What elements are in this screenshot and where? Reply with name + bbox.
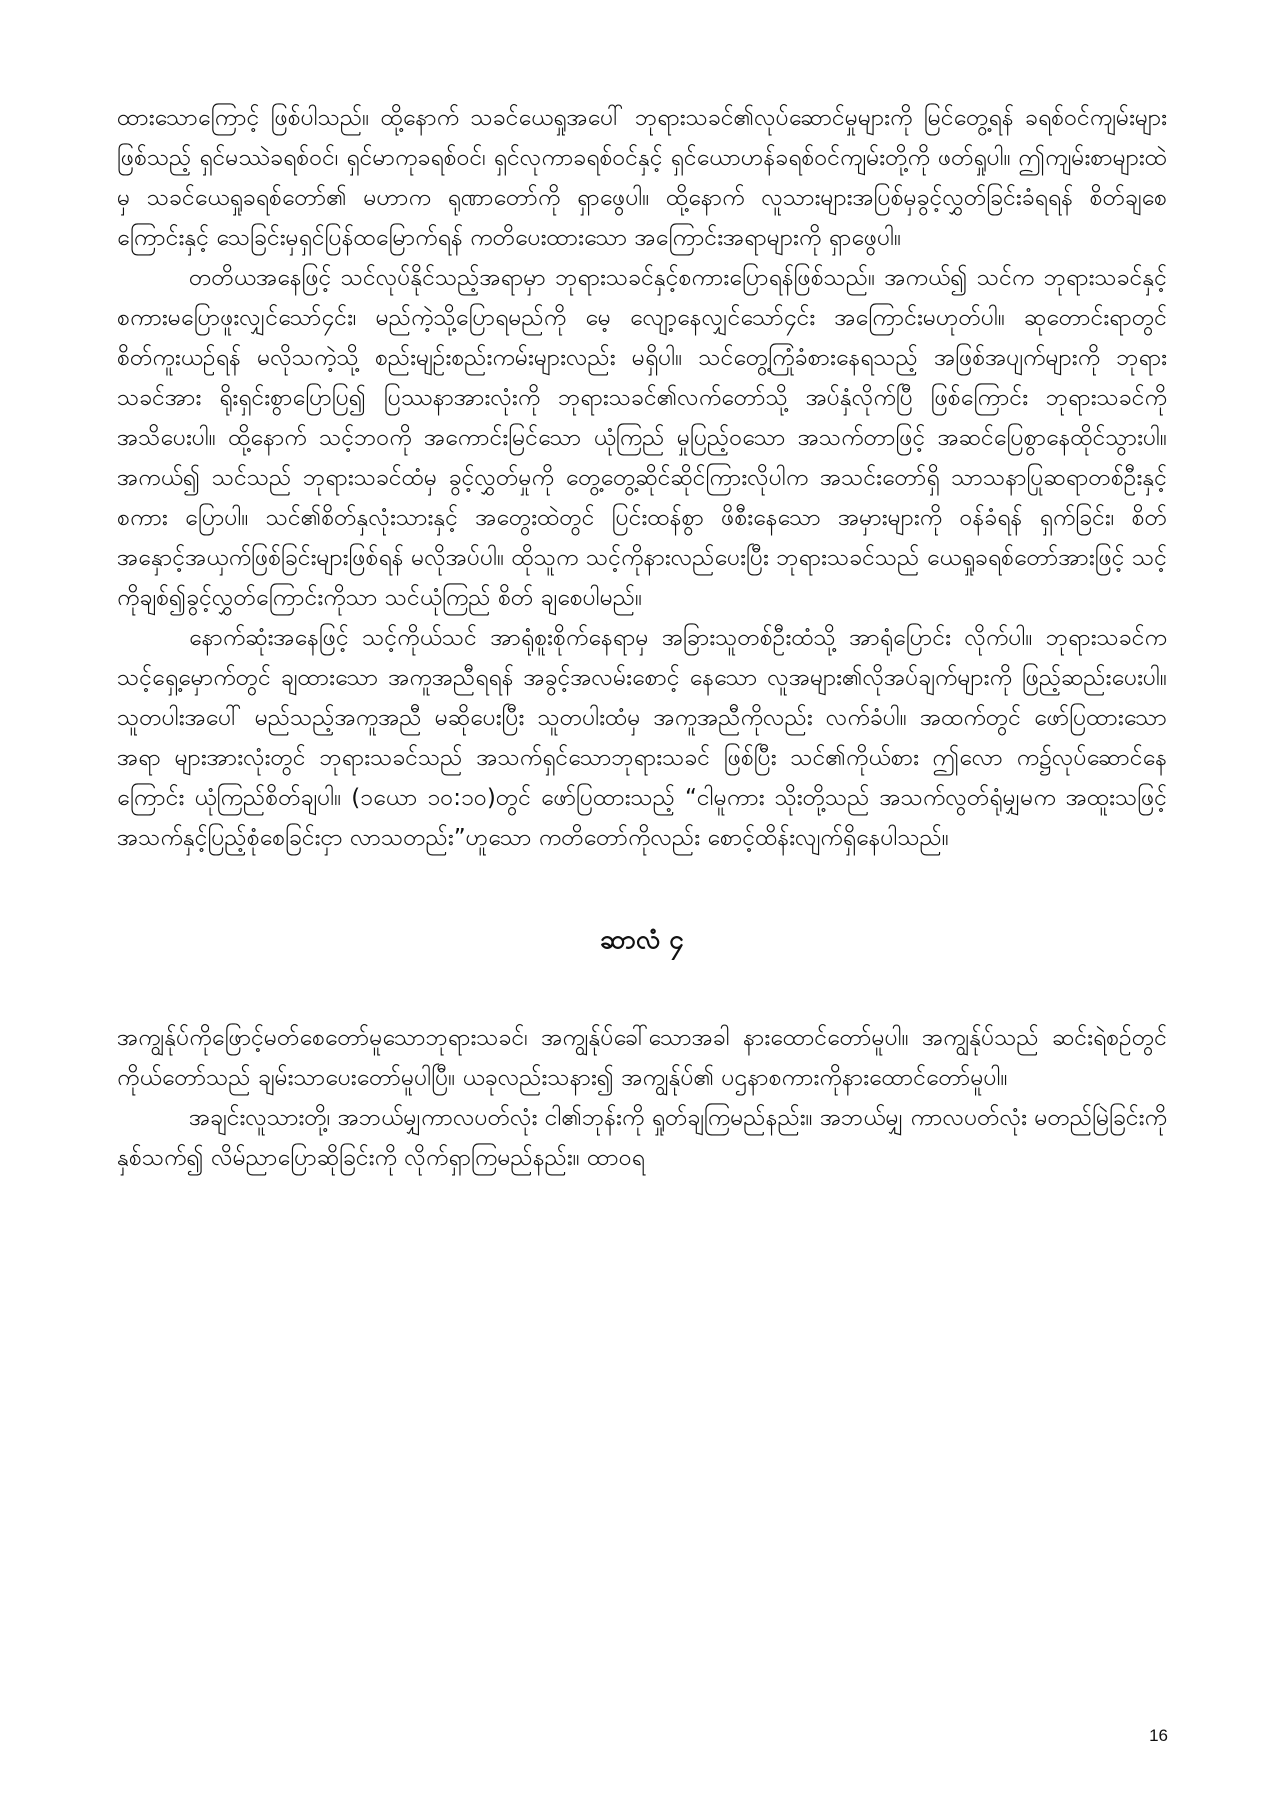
paragraph-prayer: တတိယအနေဖြင့် သင်လုပ်နိုင်သည့်အရာမှာ ဘုရားသခင်နှင့်စကားပြောရန်ဖြစ်သည်။ အကယ်၍ သင်က ဘုရားသခင်နှင့်စကားမပြောဖူးလျှင်သော်၄င်း၊ မည်ကဲ့သို့ပြောရမည်ကို မေ့ လျော့နေလျှင်သော်၄င်း အကြောင်းမဟုတ်ပါ။ ဆုတောင်းရာတွင် စိတ်ကူးယဉ်ရန် မလိုသကဲ့သို့ စည်းမျဉ်းစည်းကမ်းများလည်း မရှိပါ။ သင်တွေ့ကြုံခံစားနေရသည့် အဖြစ်အပျက်များကို ဘုရား သခင်အား ရိုးရှင်းစွာပြောပြ၍ ပြဿနာအားလုံးကို ဘုရားသခင်၏လက်တော်သို့ အပ်နှံလိုက်ပြီ ဖြစ်ကြောင်း ဘုရားသခင်ကို အသိပေးပါ။ ထို့နောက် သင့်ဘဝကို အကောင်းမြင်သော ယုံကြည် မှုပြည့်ဝသော အသက်တာဖြင့် အဆင်ပြေစွာနေထိုင်သွားပါ။ အကယ်၍ သင်သည် ဘုရားသခင်ထံမှ ခွင့်လွှတ်မှုကို တွေ့တွေ့ဆိုင်ဆိုင်ကြားလိုပါက အသင်းတော်ရှိ သာသနာပြုဆရာတစ်ဦးနှင့် စကား ပြောပါ။ သင်၏စိတ်နှလုံးသားနှင့် အတွေးထဲတွင် ပြင်းထန်စွာ ဖိစီးနေသော အမှားများကို ဝန်ခံရန် ရှက်ခြင်း၊ စိတ်အနှောင့်အယှက်ဖြစ်ခြင်းများဖြစ်ရန် မလိုအပ်ပါ။ ထိုသူက သင့်ကိုနားလည်ပေးပြီး ဘုရားသခင်သည် ယေရှုခရစ်တော်အားဖြင့် သင့်ကိုချစ်၍ခွင့်လွှတ်ကြောင်းကိုသာ သင်ယုံကြည် စိတ် ချစေပါမည်။	[117, 265, 1167, 611]
paragraph-gospel-reading: ထားသောကြောင့် ဖြစ်ပါသည်။ ထို့နောက် သခင်ယေရှုအပေါ် ဘုရားသခင်၏လုပ်ဆောင်မှုများကို မြင်တွေ့ရန် ခရစ်ဝင်ကျမ်းများ ဖြစ်သည့် ရှင်မဿဲခရစ်ဝင်၊ ရှင်မာကုခရစ်ဝင်၊ ရှင်လုကာခရစ်ဝင်နှင့် ရှင်ယောဟန်ခရစ်ဝင်ကျမ်းတို့ကို ဖတ်ရှုပါ။ ဤကျမ်းစာများထဲမှ သခင်ယေရှုခရစ်တော်၏ မဟာက ရုဏာတော်ကို ရှာဖွေပါ။ ထို့နောက် လူသားများအပြစ်မှခွင့်လွှတ်ခြင်းခံရရန် စိတ်ချစေကြောင်းနှင့် သေခြင်းမှရှင်ပြန်ထမြောက်ရန် ကတိပေးထားသော အကြောင်းအရာများကို ရှာဖွေပါ။	[117, 105, 1167, 251]
paragraph-helping-others: နောက်ဆုံးအနေဖြင့် သင့်ကိုယ်သင် အာရုံစူးစိုက်နေရာမှ အခြားသူတစ်ဦးထံသို့ အာရုံပြောင်း လိုက်ပါ။ ဘုရားသခင်က သင့်ရှေ့မှောက်တွင် ချထားသော အကူအညီရရန် အခွင့်အလမ်းစောင့် နေသော လူအများ၏လိုအပ်ချက်များကို ဖြည့်ဆည်းပေးပါ။ သူတပါးအပေါ် မည်သည့်အကူအညီ မဆိုပေးပြီး သူတပါးထံမှ အကူအညီကိုလည်း လက်ခံပါ။ အထက်တွင် ဖော်ပြထားသော အရာ များအားလုံးတွင် ဘုရားသခင်သည် အသက်ရှင်သောဘုရားသခင် ဖြစ်ပြီး သင်၏ကိုယ်စား ဤလော က၌လုပ်ဆောင်နေကြောင်း ယုံကြည်စိတ်ချပါ။ (၁ယော ၁၀:၁၀)တွင် ဖော်ပြထားသည့် “ငါမူကား သိုးတို့သည် အသက်လွတ်ရုံမျှမက အထူးသဖြင့် အသက်နှင့်ပြည့်စုံစေခြင်းငှာ လာသတည်း”ဟူသော ကတိတော်ကိုလည်း စောင့်ထိန်းလျက်ရှိနေပါသည်။	[117, 625, 1167, 851]
page-body	[117, 98, 1167, 1178]
paragraph-psalm-verse-1: အကျွန်ုပ်ကိုဖြောင့်မတ်စေတော်မူသောဘုရားသခင်၊ အကျွန်ုပ်ခေါ်သောအခါ နားထောင်တော်မူပါ။ အကျွန်ုပ်သည် ဆင်းရဲစဉ်တွင် ကိုယ်တော်သည် ချမ်းသာပေးတော်မူပါပြီ။ ယခုလည်းသနား၍ အကျွန်ုပ်၏ ပဌနာစကားကိုနားထောင်တော်မူပါ။	[117, 1025, 1167, 1091]
section-heading: ဆာလံ ၄	[600, 925, 684, 955]
page-number: 16	[1149, 1726, 1168, 1745]
paragraph-psalm-verse-2: အချင်းလူသားတို့၊ အဘယ်မျှကာလပတ်လုံး ငါ၏ဘုန်းကို ရှုတ်ချကြမည်နည်း။ အဘယ်မျှ ကာလပတ်လုံး မတည်မြဲခြင်းကိုနှစ်သက်၍ လိမ်ညာပြောဆိုခြင်းကို လိုက်ရှာကြမည်နည်း။ ထာဝရ	[117, 1105, 1167, 1171]
